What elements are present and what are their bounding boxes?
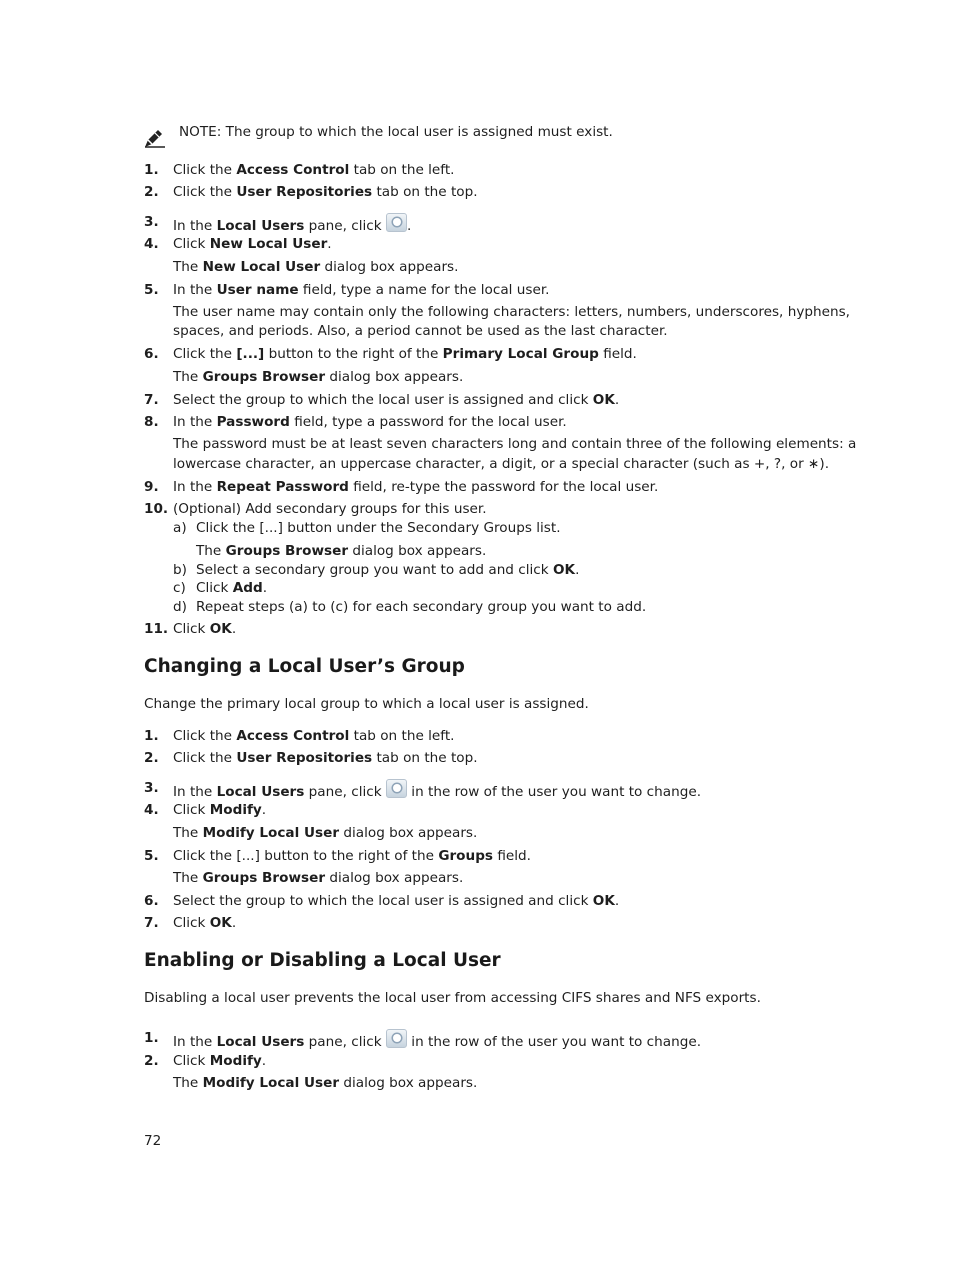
substep-letter: c): [173, 580, 186, 596]
page-number: 72: [144, 1133, 162, 1149]
substep-text: Click the [...] button under the Secondary Groups list.: [196, 520, 561, 536]
step-text: Click the Access Control tab on the left.: [173, 728, 455, 744]
step-number: 4.: [144, 236, 159, 252]
step-text: Click Modify.: [173, 1053, 267, 1069]
step-result: The Modify Local User dialog box appears.: [173, 1075, 478, 1091]
step-result: The New Local User dialog box appears.: [173, 259, 459, 275]
step-number: 6.: [144, 346, 159, 362]
step-number: 7.: [144, 392, 159, 408]
step-number: 1.: [144, 728, 159, 744]
gear-icon: [386, 779, 407, 798]
substep-text: Click Add.: [196, 580, 268, 596]
section-intro: Disabling a local user prevents the local user from accessing CIFS shares and NFS exports.: [144, 990, 761, 1006]
section-intro: Change the primary local group to which a local user is assigned.: [144, 696, 589, 712]
substep-letter: d): [173, 599, 187, 615]
step-number: 8.: [144, 414, 159, 430]
gear-icon: [386, 213, 407, 232]
note-text: The group to which the local user is assigned must exist.: [221, 124, 613, 140]
step-text: Select the group to which the local user is assigned and click OK.: [173, 392, 620, 408]
pencil-note-icon: [144, 128, 166, 148]
step-text: Click New Local User.: [173, 236, 332, 252]
step-text: Click the [...] button to the right of the Primary Local Group field.: [173, 346, 637, 362]
step-text: In the Local Users pane, click in the row of the user you want to change.: [173, 1029, 701, 1051]
step-number: 1.: [144, 162, 159, 178]
step-number: 5.: [144, 848, 159, 864]
step-number: 7.: [144, 915, 159, 931]
substep-letter: b): [173, 562, 187, 578]
step-text: Click OK.: [173, 915, 237, 931]
step-result: The Groups Browser dialog box appears.: [173, 870, 464, 886]
step-number: 4.: [144, 802, 159, 818]
step-text: In the User name field, type a name for the local user.: [173, 282, 550, 298]
step-number: 2.: [144, 184, 159, 200]
step-text: Click the [...] button to the right of the Groups field.: [173, 848, 531, 864]
step-number: 2.: [144, 1053, 159, 1069]
step-number: 9.: [144, 479, 159, 495]
step-text: In the Local Users pane, click in the row of the user you want to change.: [173, 779, 701, 801]
note-label: NOTE:: [179, 124, 222, 140]
substep-result: The Groups Browser dialog box appears.: [196, 543, 487, 559]
step-number: 3.: [144, 780, 159, 796]
step-detail: lowercase character, an uppercase character, a digit, or a special character (such as +, ?, or ∗).: [173, 456, 830, 472]
step-number: 10.: [144, 501, 169, 517]
substep-text: Select a secondary group you want to add and click OK.: [196, 562, 580, 578]
note: [179, 123, 613, 141]
step-text: In the Password field, type a password for the local user.: [173, 414, 567, 430]
step-detail: The password must be at least seven characters long and contain three of the following elements: a: [173, 436, 857, 452]
step-text: In the Local Users pane, click .: [173, 213, 411, 235]
step-text: Click the User Repositories tab on the top.: [173, 750, 478, 766]
step-number: 5.: [144, 282, 159, 298]
step-text: Click Modify.: [173, 802, 267, 818]
gear-icon: [386, 1029, 407, 1048]
step-text: Select the group to which the local user is assigned and click OK.: [173, 893, 620, 909]
step-number: 3.: [144, 214, 159, 230]
step-text: Click the User Repositories tab on the top.: [173, 184, 478, 200]
step-number: 2.: [144, 750, 159, 766]
substep-text: Repeat steps (a) to (c) for each secondary group you want to add.: [196, 599, 647, 615]
step-number: 11.: [144, 621, 169, 637]
step-text: Click OK.: [173, 621, 237, 637]
step-text: In the Repeat Password field, re-type the password for the local user.: [173, 479, 659, 495]
step-number: 1.: [144, 1030, 159, 1046]
step-result: The Modify Local User dialog box appears.: [173, 825, 478, 841]
section-heading: Enabling or Disabling a Local User: [144, 950, 501, 971]
step-text: Click the Access Control tab on the left.: [173, 162, 455, 178]
step-result: The Groups Browser dialog box appears.: [173, 369, 464, 385]
substep-letter: a): [173, 520, 187, 536]
step-number: 6.: [144, 893, 159, 909]
step-detail: spaces, and periods. Also, a period cannot be used as the last character.: [173, 323, 668, 339]
step-detail: The user name may contain only the following characters: letters, numbers, underscores, hyphens,: [173, 304, 850, 320]
step-text: (Optional) Add secondary groups for this user.: [173, 501, 487, 517]
section-heading: Changing a Local User’s Group: [144, 656, 465, 677]
